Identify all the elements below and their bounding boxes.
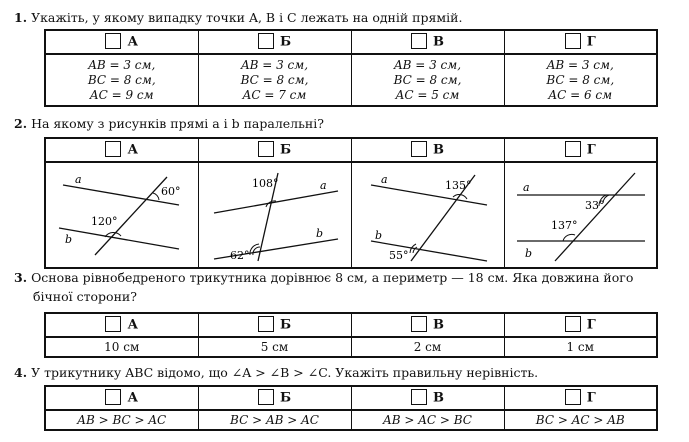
angle-label: 120°: [90, 215, 118, 228]
q1-answer-b: AB = 3 см, BC = 8 см, AC = 7 см: [198, 54, 351, 106]
question-text: Укажіть, у якому випадку точки A, B і C лежать на одній прямій.: [31, 10, 463, 25]
q4-answer-a: AB > BC > AC: [45, 410, 198, 430]
answer-checkbox[interactable]: [258, 141, 274, 157]
question-1: [14, 8, 462, 27]
figure-lines-v: [353, 163, 503, 263]
answer-checkbox[interactable]: [411, 316, 427, 332]
angle-label: 137°: [551, 219, 578, 232]
line-a-label: a: [380, 173, 388, 186]
q2-figure-v: [351, 162, 504, 268]
question-2: [14, 114, 324, 133]
q4-option-a[interactable]: А: [45, 386, 198, 410]
q1-answer-v: AB = 3 см, BC = 8 см, AC = 5 см: [351, 54, 504, 106]
q1-option-a[interactable]: А: [45, 30, 198, 54]
q3-answer-b: 5 см: [198, 337, 351, 357]
q2-option-g[interactable]: Г: [504, 138, 657, 162]
q1-options-table: [44, 29, 658, 107]
q2-figure-a: [45, 162, 198, 268]
figure-lines-b: [200, 163, 350, 263]
q4-answer-v: AB > AC > BC: [351, 410, 504, 430]
answer-checkbox[interactable]: [105, 316, 121, 332]
q4-option-b[interactable]: Б: [198, 386, 351, 410]
angle-label: 33°: [585, 199, 605, 212]
angle-label: 62°: [229, 249, 249, 262]
question-number: 3.: [14, 270, 28, 285]
angle-label: 108°: [251, 177, 278, 190]
line-b-label: b: [64, 233, 72, 246]
answer-checkbox[interactable]: [565, 316, 581, 332]
line-b-label: b: [315, 227, 323, 240]
q4-answer-b: BC > AB > AC: [198, 410, 351, 430]
q1-answer-a: AB = 3 см, BC = 8 см, AC = 9 см: [45, 54, 198, 106]
q1-option-g[interactable]: Г: [504, 30, 657, 54]
q4-answer-g: BC > AC > AB: [504, 410, 657, 430]
answer-checkbox[interactable]: [565, 141, 581, 157]
q4-options-table: [44, 385, 658, 431]
answer-checkbox[interactable]: [411, 389, 427, 405]
q3-answer-a: 10 см: [45, 337, 198, 357]
q3-option-v[interactable]: В: [351, 313, 504, 337]
line-b-label: b: [525, 247, 533, 260]
q2-options-table: [44, 137, 658, 269]
q1-option-v[interactable]: В: [351, 30, 504, 54]
question-text: Основа рівнобедреного трикутника дорівнює 8 см, а периметр — 18 см. Яка довжина його: [31, 270, 634, 285]
answer-checkbox[interactable]: [565, 389, 581, 405]
line-a-label: a: [319, 179, 327, 192]
answer-checkbox[interactable]: [258, 316, 274, 332]
angle-label: 55°: [388, 249, 408, 262]
q2-option-v[interactable]: В: [351, 138, 504, 162]
answer-checkbox[interactable]: [105, 389, 121, 405]
q2-figure-g: [504, 162, 657, 268]
question-text-cont: бічної сторони?: [33, 289, 137, 304]
q2-option-a[interactable]: А: [45, 138, 198, 162]
answer-checkbox[interactable]: [258, 33, 274, 49]
figure-lines-a: [47, 163, 197, 263]
q1-option-b[interactable]: Б: [198, 30, 351, 54]
figure-lines-g: [505, 163, 655, 263]
answer-checkbox[interactable]: [258, 389, 274, 405]
q3-answer-g: 1 см: [504, 337, 657, 357]
q1-answer-g: AB = 3 см, BC = 8 см, AC = 6 см: [504, 54, 657, 106]
question-number: 4.: [14, 365, 28, 380]
q4-option-v[interactable]: В: [351, 386, 504, 410]
line-a-label: a: [74, 173, 82, 186]
q3-options-table: [44, 312, 658, 358]
answer-checkbox[interactable]: [411, 141, 427, 157]
question-text: У трикутнику ABC відомо, що ∠A > ∠B > ∠C. Укажіть правильну нерівність.: [31, 365, 539, 380]
q4-option-g[interactable]: Г: [504, 386, 657, 410]
angle-label: 60°: [160, 185, 181, 198]
angle-label: 135°: [444, 179, 471, 192]
answer-checkbox[interactable]: [105, 33, 121, 49]
line-a-label: a: [523, 181, 530, 194]
question-number: 2.: [14, 116, 28, 131]
q3-option-a[interactable]: А: [45, 313, 198, 337]
q3-answer-v: 2 см: [351, 337, 504, 357]
line-b-label: b: [374, 229, 382, 242]
question-3: [14, 268, 633, 306]
question-number: 1.: [14, 10, 28, 25]
question-4: [14, 363, 538, 382]
answer-checkbox[interactable]: [105, 141, 121, 157]
question-text: На якому з рисунків прямі a і b паралельні?: [31, 116, 324, 131]
q2-option-b[interactable]: Б: [198, 138, 351, 162]
answer-checkbox[interactable]: [411, 33, 427, 49]
q3-option-g[interactable]: Г: [504, 313, 657, 337]
answer-checkbox[interactable]: [565, 33, 581, 49]
q2-figure-b: [198, 162, 351, 268]
q3-option-b[interactable]: Б: [198, 313, 351, 337]
